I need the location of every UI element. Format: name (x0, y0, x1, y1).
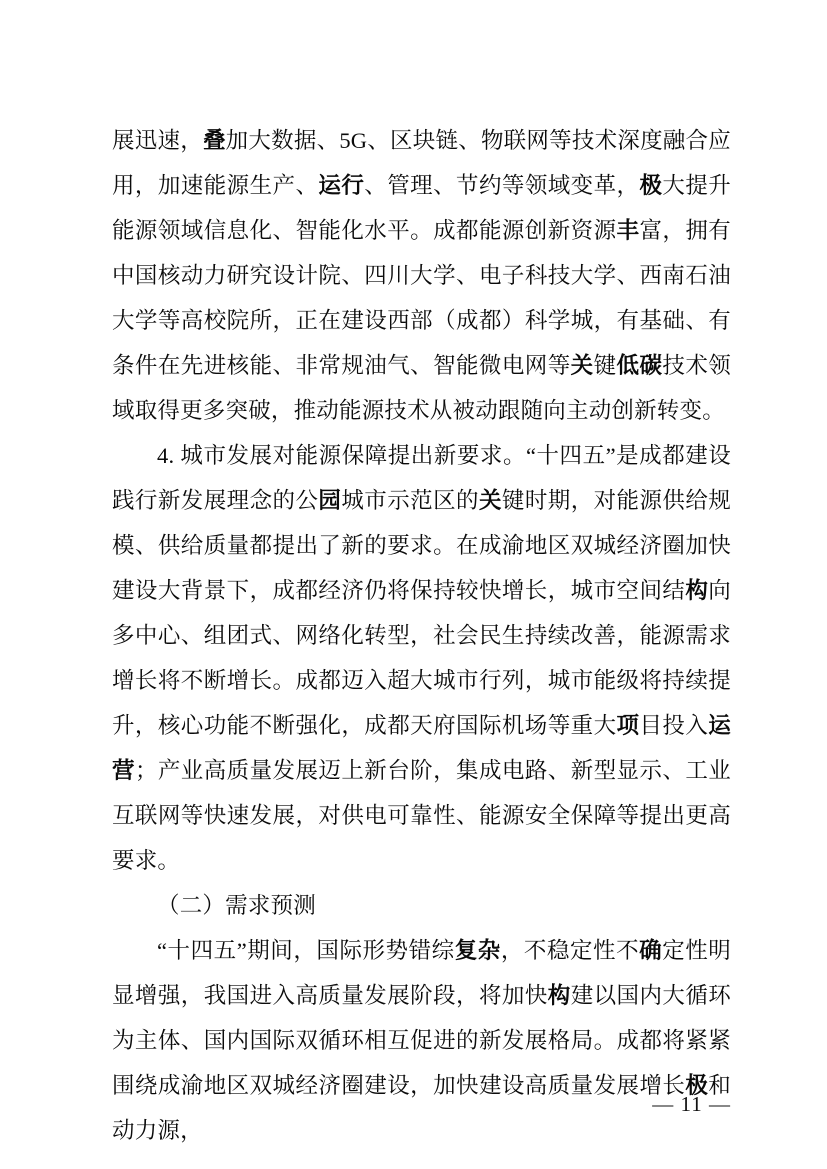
emphasis-text: 确 (639, 938, 663, 963)
body-text: 展迅速 (112, 128, 181, 153)
emphasis-text: 丰 (616, 218, 640, 243)
body-text: ；产业高质量发展迈上新台阶，集成电路、新型显示、工业互联网等快速发展，对供电可靠性、能源安全保障等提出更高要求。 (112, 758, 731, 873)
body-text: 富，拥有中国核动力研究设计院、四川大学、电子科技大学、西南石油大学等高校院所，正在建设西部（成都）科学城，有基础、有条件在先进核能、非常规油气、智能微电网等 (112, 218, 731, 378)
document-body (112, 118, 731, 1153)
para-section-2 (112, 883, 731, 928)
body-text: 加大数据、5G、区块链、物联网等技术深度融合应用，加速能源生产、 (112, 128, 731, 198)
body-text: 键 (593, 353, 617, 378)
body-text: 定性明显增强，我国进入高质量发展阶段，将加快 (112, 938, 731, 1008)
emphasis-text: 运行 (318, 173, 365, 198)
body-text: 目投入 (639, 713, 709, 738)
body-text: （二）需求预测 (157, 893, 316, 918)
page-number: — 11 — (652, 1092, 731, 1116)
body-text: ，不稳定性不 (500, 938, 640, 963)
emphasis-text: 复杂 (454, 938, 501, 963)
emphasis-text: 叠 (202, 128, 226, 153)
body-text: 键时期，对能源供给规模、供给质量都提出了新的要求。在成渝地区双城经济圈加快建设大背景下，成都经济仍将保持较快增长，城市空间结 (112, 488, 731, 603)
emphasis-text: 低碳 (616, 353, 663, 378)
body-text: 城市示范区的 (341, 488, 479, 513)
body-text: 技术领域取得更多突破，推动能源技术从被动跟随向主动创新转变。 (112, 353, 731, 423)
emphasis-text: 构 (685, 578, 709, 603)
emphasis-text: 关 (478, 488, 502, 513)
body-text: 4. 城市发展对能源保障提出新要求。“十四五”是成都建设践行新发展理念的公 (112, 443, 731, 513)
emphasis-text: 极 (639, 173, 663, 198)
para-item-4 (112, 433, 731, 883)
body-text: “十四五”期间，国际形势错综 (157, 938, 455, 963)
emphasis-text: 关 (570, 353, 594, 378)
emphasis-text: 构 (547, 983, 571, 1008)
body-text: 和动力源， (112, 1073, 731, 1143)
body-text: 向多中心、组团式、网络化转型，社会民生持续改善，能源需求增长将不断增长。成都迈入超大城市行列，城市能级将持续提升，核心功能不断强化，成都天府国际机场等重大 (112, 578, 731, 738)
para-forecast (112, 928, 731, 1153)
emphasis-text: 运营 (112, 713, 731, 783)
body-text: 、管理、节约等领域变革， (364, 173, 640, 198)
emphasis-text: 项 (616, 713, 640, 738)
body-text: 建以国内大循环为主体、国内国际双循环相互促进的新发展格局。成都将紧紧围绕成渝地区双城经济圈建设，加快建设高质量发展增长 (112, 983, 731, 1098)
body-text: ， (180, 128, 203, 153)
emphasis-text: 极 (685, 1073, 709, 1098)
emphasis-text: 园 (318, 488, 342, 513)
para-continuation (112, 118, 731, 433)
body-text: 大提升能源领域信息化、智能化水平。成都能源创新资源 (112, 173, 731, 243)
